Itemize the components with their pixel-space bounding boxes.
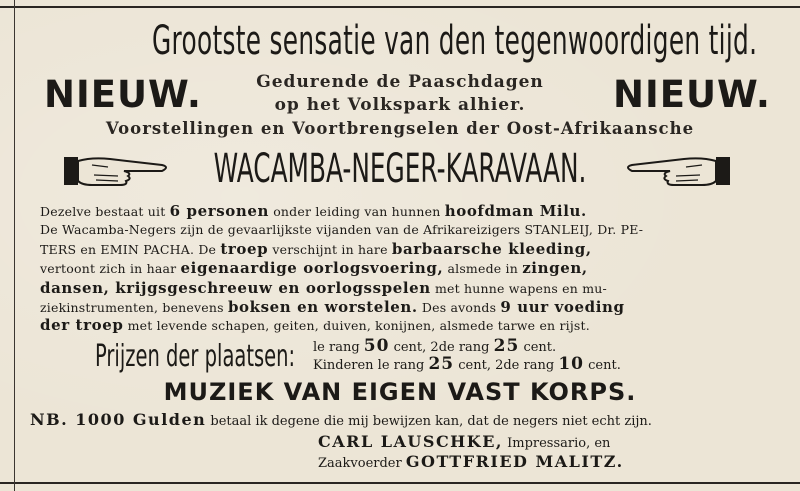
signature-line-2: Zaakvoerder GOTTFRIED MALITZ.	[318, 452, 624, 471]
title: WACAMBA-NEGER-KARAVAAN.	[213, 146, 587, 192]
bottom-rule	[0, 482, 800, 484]
nieuw-right: NIEUW.	[613, 73, 771, 116]
subhead-line-1: Gedurende de Paaschdagen	[256, 72, 544, 92]
prices-label: Prijzen der plaatsen:	[95, 339, 296, 374]
body-line-3: TERS en EMIN PACHA. De troep verschijnt in hare barbaarsche kleeding,	[40, 240, 592, 258]
nieuw-left: NIEUW.	[44, 73, 202, 116]
body-line-6: ziekinstrumenten, benevens boksen en worstelen. Des avonds 9 uur voeding	[40, 298, 625, 316]
body-line-5: dansen, krijgsgeschreeuw en oorlogsspelen met hunne wapens en mu-	[40, 279, 607, 297]
top-rule	[0, 6, 800, 8]
nb-note: NB. 1000 Gulden betaal ik degene die mij bewijzen kan, dat de negers niet echt zijn.	[30, 410, 652, 429]
muziek-line: MUZIEK VAN EIGEN VAST KORPS.	[163, 378, 637, 406]
body-line-7: der troep met levende schapen, geiten, duiven, konijnen, alsmede tarwe en rijst.	[40, 316, 590, 334]
price-row-1: le rang 50 cent, 2de rang 25 cent.	[313, 336, 557, 356]
body-line-2: De Wacamba-Negers zijn de gevaarlijkste vijanden van de Afrikareizigers STANLEIJ, Dr. PE-	[40, 222, 644, 237]
signature-line-1: CARL LAUSCHKE, Impressario, en	[318, 432, 611, 451]
headline: Grootste sensatie van den tegenwoordigen tijd.	[152, 18, 758, 64]
price-row-2: Kinderen le rang 25 cent, 2de rang 10 cent.	[313, 354, 621, 374]
subhead-line-3: Voorstellingen en Voortbrengselen der Oost-Afrikaansche	[105, 119, 695, 138]
body-line-4: vertoont zich in haar eigenaardige oorlogsvoering, alsmede in zingen,	[40, 259, 588, 277]
body-line-1: Dezelve bestaat uit 6 personen onder leiding van hunnen hoofdman Milu.	[40, 202, 587, 220]
subhead-line-2: op het Volkspark alhier.	[274, 95, 526, 115]
